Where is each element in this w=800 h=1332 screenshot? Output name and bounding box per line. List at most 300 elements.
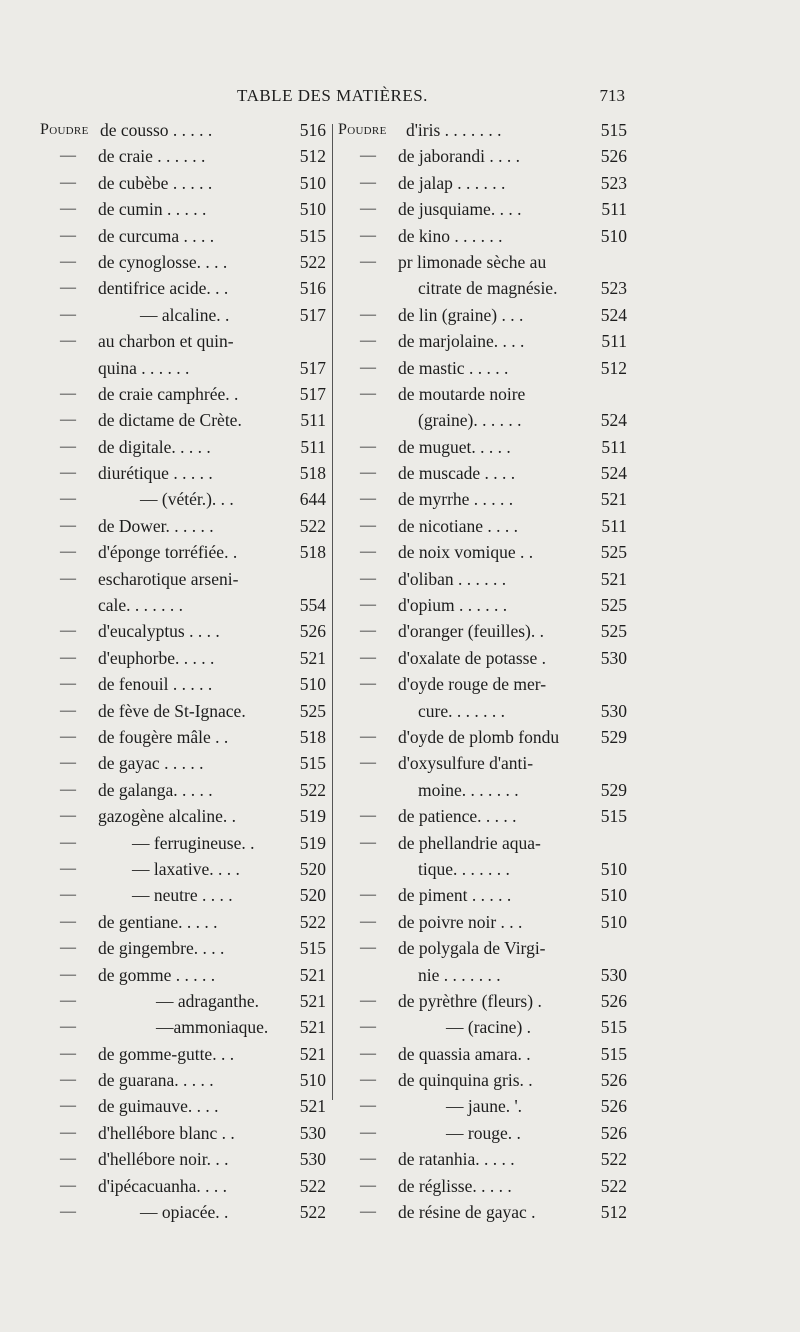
entry-text: de gomme . . . . .	[98, 964, 216, 985]
ditto-dash: —	[60, 226, 76, 244]
index-entry	[338, 275, 627, 301]
page-reference: 520	[299, 885, 326, 906]
entry-text: de gingembre. . . .	[98, 938, 225, 959]
entry-text: de digitale. . . . .	[98, 436, 211, 457]
index-entry	[40, 1199, 326, 1225]
index-entry	[40, 355, 326, 381]
index-entry	[40, 803, 326, 829]
ditto-dash: —	[60, 147, 76, 165]
index-entry	[40, 566, 326, 592]
page-reference: 511	[601, 331, 627, 352]
entry-text: de jaborandi . . . .	[398, 146, 520, 167]
page-reference: 523	[600, 172, 627, 193]
page-reference: 520	[299, 858, 326, 879]
ditto-dash: —	[360, 727, 376, 745]
index-entry	[40, 302, 326, 328]
ditto-dash: —	[60, 252, 76, 270]
index-entry	[40, 539, 326, 565]
page-reference: 516	[299, 120, 326, 140]
page-reference: 518	[299, 542, 326, 563]
page-reference: 515	[600, 120, 627, 140]
index-entry	[40, 249, 326, 275]
entry-text: de gayac . . . . .	[98, 753, 204, 774]
page-reference: 524	[600, 463, 627, 484]
page-reference: 515	[600, 806, 627, 827]
entry-text: quina . . . . . .	[98, 357, 190, 378]
page-reference: 517	[299, 304, 326, 325]
index-entry	[40, 1146, 326, 1172]
index-entry	[40, 645, 326, 671]
entry-text: de fenouil . . . . .	[98, 674, 213, 695]
ditto-dash: —	[60, 437, 76, 455]
page-reference: 512	[600, 357, 627, 378]
index-entry	[40, 777, 326, 803]
entry-text: de ratanhia. . . . .	[398, 1149, 515, 1170]
ditto-dash: —	[60, 939, 76, 957]
index-entry	[338, 302, 627, 328]
index-entry	[40, 830, 326, 856]
entry-text: dentifrice acide. . .	[98, 278, 229, 299]
index-entry	[338, 143, 627, 169]
index-entry	[338, 1173, 627, 1199]
ditto-dash: —	[360, 543, 376, 561]
index-entry	[338, 249, 627, 275]
ditto-dash: —	[60, 1176, 76, 1194]
ditto-dash: —	[60, 543, 76, 561]
ditto-dash: —	[60, 569, 76, 587]
page-reference: 526	[600, 146, 627, 167]
index-entry	[338, 882, 627, 908]
ditto-dash: —	[360, 1176, 376, 1194]
page-reference: 521	[299, 647, 326, 668]
ditto-dash: —	[360, 1123, 376, 1141]
ditto-dash: —	[60, 516, 76, 534]
index-entry	[338, 1199, 627, 1225]
page-reference: 522	[299, 515, 326, 536]
ditto-dash: —	[60, 912, 76, 930]
index-entry	[40, 935, 326, 961]
index-entry	[40, 1041, 326, 1067]
ditto-dash: —	[360, 147, 376, 165]
index-entry	[338, 988, 627, 1014]
ditto-dash: —	[60, 965, 76, 983]
index-entry	[40, 962, 326, 988]
page-reference: 522	[600, 1149, 627, 1170]
entry-text: tique. . . . . . .	[418, 858, 510, 879]
ditto-dash: —	[360, 1018, 376, 1036]
entry-text: d'oxalate de potasse .	[398, 647, 546, 668]
ditto-dash: —	[360, 622, 376, 640]
page-reference: 522	[299, 911, 326, 932]
ditto-dash: —	[360, 675, 376, 693]
ditto-dash: —	[360, 464, 376, 482]
page-reference: 515	[299, 225, 326, 246]
page-reference: 525	[600, 542, 627, 563]
index-entry	[338, 777, 627, 803]
ditto-dash: —	[360, 1150, 376, 1168]
index-entry	[338, 909, 627, 935]
entry-text: de moutarde noire	[398, 383, 526, 404]
ditto-dash: —	[360, 912, 376, 930]
ditto-dash: —	[360, 833, 376, 851]
entry-text: de poivre noir . . .	[398, 911, 523, 932]
page-reference: 523	[600, 278, 627, 299]
ditto-dash: —	[60, 464, 76, 482]
index-entry	[338, 1014, 627, 1040]
entry-text: d'oxysulfure d'anti-	[398, 753, 534, 774]
ditto-dash: —	[360, 648, 376, 666]
index-entry	[338, 1093, 627, 1119]
ditto-dash: —	[60, 384, 76, 402]
entry-text: de phellandrie aqua-	[398, 832, 541, 853]
page-reference: 510	[299, 199, 326, 220]
page-reference: 515	[299, 753, 326, 774]
page-reference: 511	[601, 515, 627, 536]
entry-text: de dictame de Crète.	[98, 410, 242, 431]
entry-text: de réglisse. . . . .	[398, 1175, 512, 1196]
page-reference: 526	[299, 621, 326, 642]
entry-text: de patience. . . . .	[398, 806, 517, 827]
ditto-dash: —	[360, 358, 376, 376]
page-reference: 517	[299, 357, 326, 378]
entry-text: d'eucalyptus . . . .	[98, 621, 220, 642]
entry-text: —ammoniaque.	[156, 1017, 269, 1038]
entry-text: de lin (graine) . . .	[398, 304, 524, 325]
page-reference: 510	[299, 674, 326, 695]
page-reference: 524	[600, 304, 627, 325]
page-reference: 530	[600, 700, 627, 721]
index-entry	[338, 513, 627, 539]
entry-text: de fougère mâle . .	[98, 726, 229, 747]
page-reference: 521	[299, 1017, 326, 1038]
ditto-dash: —	[60, 754, 76, 772]
index-column-right	[338, 117, 627, 1225]
entry-text: pr limonade sèche au	[398, 251, 547, 272]
entry-text: de nicotiane . . . .	[398, 515, 519, 536]
ditto-dash: —	[60, 305, 76, 323]
page-reference: 517	[299, 383, 326, 404]
index-entry	[338, 486, 627, 512]
ditto-dash: —	[60, 1150, 76, 1168]
index-entry	[338, 935, 627, 961]
page-reference: 644	[299, 489, 326, 510]
ditto-dash: —	[60, 1071, 76, 1089]
entry-text: cure. . . . . . .	[418, 700, 505, 721]
page-reference: 510	[299, 172, 326, 193]
page-reference: 522	[299, 1175, 326, 1196]
page-reference: 530	[600, 647, 627, 668]
index-entry	[40, 196, 326, 222]
entry-text: — neutre . . . .	[132, 885, 233, 906]
entry-text: moine. . . . . . .	[418, 779, 519, 800]
ditto-dash: —	[360, 1044, 376, 1062]
entry-text: de marjolaine. . . .	[398, 331, 525, 352]
ditto-dash: —	[360, 437, 376, 455]
ditto-dash: —	[60, 1203, 76, 1221]
index-entry	[40, 909, 326, 935]
index-entry	[338, 328, 627, 354]
ditto-dash: —	[360, 252, 376, 270]
index-entry	[338, 196, 627, 222]
index-entry	[40, 724, 326, 750]
index-entry	[40, 1093, 326, 1119]
index-entry	[338, 750, 627, 776]
entry-text: — rouge. .	[446, 1122, 521, 1143]
ditto-dash: —	[60, 807, 76, 825]
index-entry	[338, 381, 627, 407]
page-reference: 510	[600, 225, 627, 246]
entry-text: nie . . . . . . .	[418, 964, 501, 985]
page-reference: 515	[299, 938, 326, 959]
page-reference: 519	[299, 832, 326, 853]
entry-text: de gentiane. . . . .	[98, 911, 218, 932]
entry-text: de muscade . . . .	[398, 463, 516, 484]
page-reference: 522	[299, 1202, 326, 1223]
ditto-dash: —	[60, 701, 76, 719]
ditto-dash: —	[60, 833, 76, 851]
index-entry	[338, 671, 627, 697]
entry-text: — jaune. '.	[446, 1096, 523, 1117]
index-entry	[40, 486, 326, 512]
entry-text: d'oliban . . . . . .	[398, 568, 507, 589]
ditto-dash: —	[60, 1123, 76, 1141]
entry-text: — opiacée. .	[140, 1202, 229, 1223]
ditto-dash: —	[360, 939, 376, 957]
page-reference: 518	[299, 726, 326, 747]
entry-text: de polygala de Virgi-	[398, 938, 546, 959]
entry-heading-word: Poudre	[338, 121, 387, 138]
index-entry	[40, 1067, 326, 1093]
index-entry	[338, 856, 627, 882]
entry-text: d'opium . . . . . .	[398, 595, 508, 616]
index-entry	[40, 1014, 326, 1040]
entry-text: d'euphorbe. . . . .	[98, 647, 215, 668]
entry-text: d'ipécacuanha. . . .	[98, 1175, 227, 1196]
page-reference: 511	[601, 199, 627, 220]
ditto-dash: —	[60, 411, 76, 429]
entry-text: — (racine) .	[446, 1017, 532, 1038]
ditto-dash: —	[60, 200, 76, 218]
index-entry	[40, 698, 326, 724]
index-entry	[40, 223, 326, 249]
page-reference: 510	[600, 858, 627, 879]
entry-text: de jusquiame. . . .	[398, 199, 522, 220]
index-entry	[40, 882, 326, 908]
entry-text: cale. . . . . . .	[98, 595, 184, 616]
index-entry	[40, 407, 326, 433]
index-entry	[338, 698, 627, 724]
entry-text: de craie . . . . . .	[98, 146, 206, 167]
page-reference: 511	[300, 410, 326, 431]
index-entry	[338, 724, 627, 750]
index-column-left	[40, 117, 326, 1225]
page-reference: 510	[600, 911, 627, 932]
entry-text: d'iris . . . . . . .	[406, 120, 502, 140]
page-reference: 522	[299, 251, 326, 272]
ditto-dash: —	[360, 596, 376, 614]
ditto-dash: —	[360, 173, 376, 191]
entry-text: de Dower. . . . . .	[98, 515, 214, 536]
page-reference: 521	[600, 568, 627, 589]
entry-text: de kino . . . . . .	[398, 225, 503, 246]
page-reference: 526	[600, 1096, 627, 1117]
index-entry	[338, 355, 627, 381]
page-reference: 530	[299, 1122, 326, 1143]
index-entry	[40, 671, 326, 697]
page-reference: 511	[300, 436, 326, 457]
entry-text: de cubèbe . . . . .	[98, 172, 213, 193]
page-reference: 530	[600, 964, 627, 985]
index-entry	[338, 1067, 627, 1093]
entry-text: de cumin . . . . .	[98, 199, 207, 220]
entry-text: diurétique . . . . .	[98, 463, 213, 484]
index-entry	[40, 328, 326, 354]
running-title: TABLE DES MATIÈRES.	[237, 86, 428, 105]
entry-text: d'hellébore noir. . .	[98, 1149, 229, 1170]
entry-text: de cynoglosse. . . .	[98, 251, 228, 272]
ditto-dash: —	[60, 622, 76, 640]
ditto-dash: —	[60, 675, 76, 693]
entry-heading-word: Poudre	[40, 121, 89, 138]
index-entry	[40, 275, 326, 301]
ditto-dash: —	[60, 727, 76, 745]
entry-text: d'hellébore blanc . .	[98, 1122, 235, 1143]
page-reference: 512	[600, 1202, 627, 1223]
ditto-dash: —	[60, 1018, 76, 1036]
ditto-dash: —	[60, 859, 76, 877]
page-reference: 510	[600, 885, 627, 906]
index-entry	[40, 1173, 326, 1199]
ditto-dash: —	[360, 1097, 376, 1115]
entry-text: de pyrèthre (fleurs) .	[398, 990, 542, 1011]
index-entry	[338, 830, 627, 856]
entry-text: — laxative. . . .	[132, 858, 240, 879]
page-reference: 525	[600, 595, 627, 616]
ditto-dash: —	[360, 490, 376, 508]
column-divider	[332, 124, 333, 1100]
page-reference: 515	[600, 1017, 627, 1038]
ditto-dash: —	[360, 569, 376, 587]
index-entry	[40, 381, 326, 407]
entry-text: (graine). . . . . .	[418, 410, 522, 431]
index-entry	[338, 170, 627, 196]
index-entry	[338, 645, 627, 671]
entry-text: d'oyde rouge de mer-	[398, 674, 547, 695]
index-entry	[338, 618, 627, 644]
index-entry	[338, 223, 627, 249]
ditto-dash: —	[60, 1097, 76, 1115]
page-reference: 519	[299, 806, 326, 827]
index-entry	[338, 434, 627, 460]
ditto-dash: —	[360, 332, 376, 350]
entry-text: de galanga. . . . .	[98, 779, 213, 800]
entry-text: de curcuma . . . .	[98, 225, 215, 246]
ditto-dash: —	[60, 886, 76, 904]
page-reference: 526	[600, 1122, 627, 1143]
page-reference: 512	[299, 146, 326, 167]
index-entry	[338, 539, 627, 565]
entry-text: de piment . . . . .	[398, 885, 512, 906]
page-reference: 521	[600, 489, 627, 510]
index-entry	[40, 434, 326, 460]
entry-text: escharotique arseni-	[98, 568, 239, 589]
entry-text: au charbon et quin-	[98, 331, 234, 352]
index-entry	[40, 856, 326, 882]
entry-text: de guimauve. . . .	[98, 1096, 219, 1117]
ditto-dash: —	[360, 516, 376, 534]
page-reference: 521	[299, 990, 326, 1011]
index-entry	[338, 962, 627, 988]
entry-text: gazogène alcaline. .	[98, 806, 236, 827]
index-entry	[338, 407, 627, 433]
ditto-dash: —	[360, 807, 376, 825]
entry-text: d'oranger (feuilles). .	[398, 621, 545, 642]
index-entry	[40, 1120, 326, 1146]
entry-text: de muguet. . . . .	[398, 436, 511, 457]
page-reference: 515	[600, 1043, 627, 1064]
entry-text: — adraganthe.	[156, 990, 260, 1011]
entry-text: de fève de St-Ignace.	[98, 700, 246, 721]
ditto-dash: —	[360, 200, 376, 218]
entry-text: de craie camphrée. .	[98, 383, 239, 404]
index-entry	[40, 988, 326, 1014]
ditto-dash: —	[60, 279, 76, 297]
ditto-dash: —	[360, 1071, 376, 1089]
ditto-dash: —	[360, 991, 376, 1009]
index-entry	[338, 803, 627, 829]
page-reference: 516	[299, 278, 326, 299]
page-reference: 526	[600, 1070, 627, 1091]
page-header	[40, 86, 625, 114]
index-entry	[338, 566, 627, 592]
entry-text: — (vétér.). . .	[140, 489, 234, 510]
index-entry	[40, 750, 326, 776]
index-entry	[40, 513, 326, 539]
index-entry	[338, 592, 627, 618]
page-reference: 530	[299, 1149, 326, 1170]
entry-text: citrate de magnésie.	[418, 278, 558, 299]
ditto-dash: —	[360, 754, 376, 772]
page-reference: 526	[600, 990, 627, 1011]
entry-text: de noix vomique . .	[398, 542, 534, 563]
index-entry	[40, 618, 326, 644]
page-reference: 522	[299, 779, 326, 800]
page-reference: 529	[600, 726, 627, 747]
index-entry	[40, 460, 326, 486]
ditto-dash: —	[360, 226, 376, 244]
ditto-dash: —	[360, 1203, 376, 1221]
entry-text: de quinquina gris. .	[398, 1070, 533, 1091]
entry-text: de guarana. . . . .	[98, 1070, 214, 1091]
page-reference: 510	[299, 1070, 326, 1091]
page-reference: 518	[299, 463, 326, 484]
page-reference: 521	[299, 1043, 326, 1064]
page-reference: 522	[600, 1175, 627, 1196]
index-entry	[40, 592, 326, 618]
ditto-dash: —	[60, 991, 76, 1009]
page-reference: 511	[601, 436, 627, 457]
page-reference: 524	[600, 410, 627, 431]
page-reference: 554	[299, 595, 326, 616]
index-entry	[40, 143, 326, 169]
ditto-dash: —	[360, 305, 376, 323]
index-entry	[338, 460, 627, 486]
page-reference: 521	[299, 964, 326, 985]
ditto-dash: —	[60, 490, 76, 508]
page-reference: 529	[600, 779, 627, 800]
index-entry	[40, 170, 326, 196]
entry-text: de myrrhe . . . . .	[398, 489, 514, 510]
